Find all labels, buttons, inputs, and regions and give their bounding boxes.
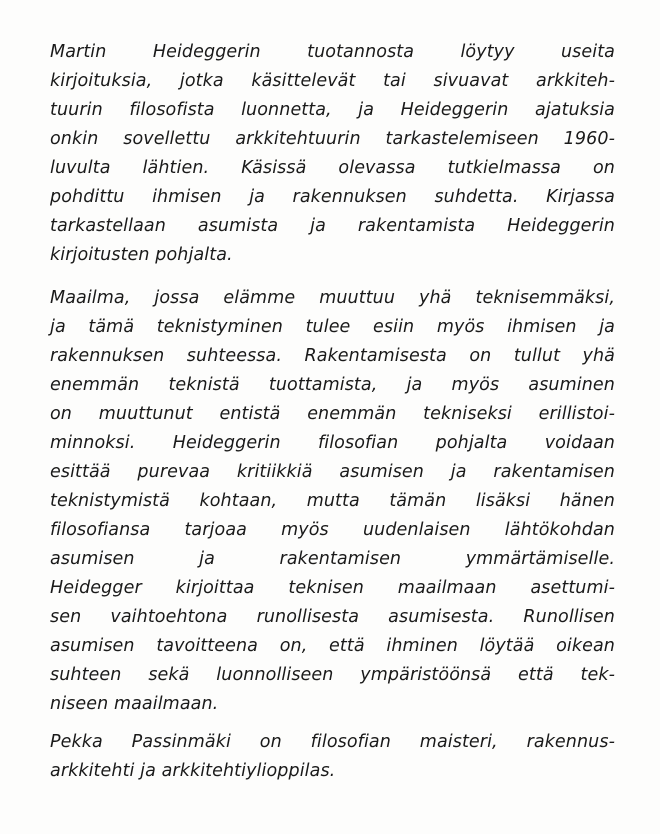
text-line: Heidegger kirjoittaa teknisen maailmaan asettumi- [50,578,615,598]
text-line: ja tämä teknistyminen tulee esiin myös ihmisen ja [50,317,615,337]
text-line: asumisen tavoitteena on, että ihminen löytää oikean [50,636,615,656]
text-line: asumisen ja rakentamisen ymmärtämiselle. [50,549,615,569]
text-line: enemmän teknistä tuottamista, ja myös asuminen [50,375,615,395]
text-line: suhteen sekä luonnolliseen ympäristöönsä että tek- [50,665,615,685]
text-line: tarkastellaan asumista ja rakentamista Heideggerin [50,216,615,236]
paragraph-author-bio [50,728,615,786]
text-line: kirjoituksia, jotka käsittelevät tai sivuavat arkkiteh- [50,71,615,91]
text-line: Martin Heideggerin tuotannosta löytyy useita [50,42,615,62]
text-line: Maailma, jossa elämme muuttuu yhä teknisemmäksi, [50,288,615,308]
text-line: teknistymistä kohtaan, mutta tämän lisäksi hänen [50,491,615,511]
text-line: esittää purevaa kritiikkiä asumisen ja rakentamisen [50,462,615,482]
text-line: minnoksi. Heideggerin filosofian pohjalta voidaan [50,433,615,453]
text-line: sen vaihtoehtona runollisesta asumisesta. Runollisen [50,607,615,627]
text-line: on muuttunut entistä enemmän tekniseksi erillistoi- [50,404,615,424]
text-line: arkkitehti ja arkkitehtiylioppilas. [50,761,336,781]
text-line: filosofiansa tarjoaa myös uudenlaisen lähtökohdan [50,520,615,540]
paragraph-introduction [50,38,615,270]
text-line: tuurin filosofista luonnetta, ja Heideggerin ajatuksia [50,100,615,120]
text-line: kirjoitusten pohjalta. [50,245,233,265]
text-line: pohdittu ihmisen ja rakennuksen suhdetta. Kirjassa [50,187,615,207]
text-line: Pekka Passinmäki on filosofian maisteri, rakennus- [50,732,615,752]
text-line: onkin sovellettu arkkitehtuurin tarkastelemiseen 1960- [50,129,615,149]
text-line: luvulta lähtien. Käsissä olevassa tutkielmassa on [50,158,615,178]
text-line: niseen maailmaan. [50,694,219,714]
paragraph-technology [50,284,615,719]
text-line: rakennuksen suhteessa. Rakentamisesta on tullut yhä [50,346,615,366]
